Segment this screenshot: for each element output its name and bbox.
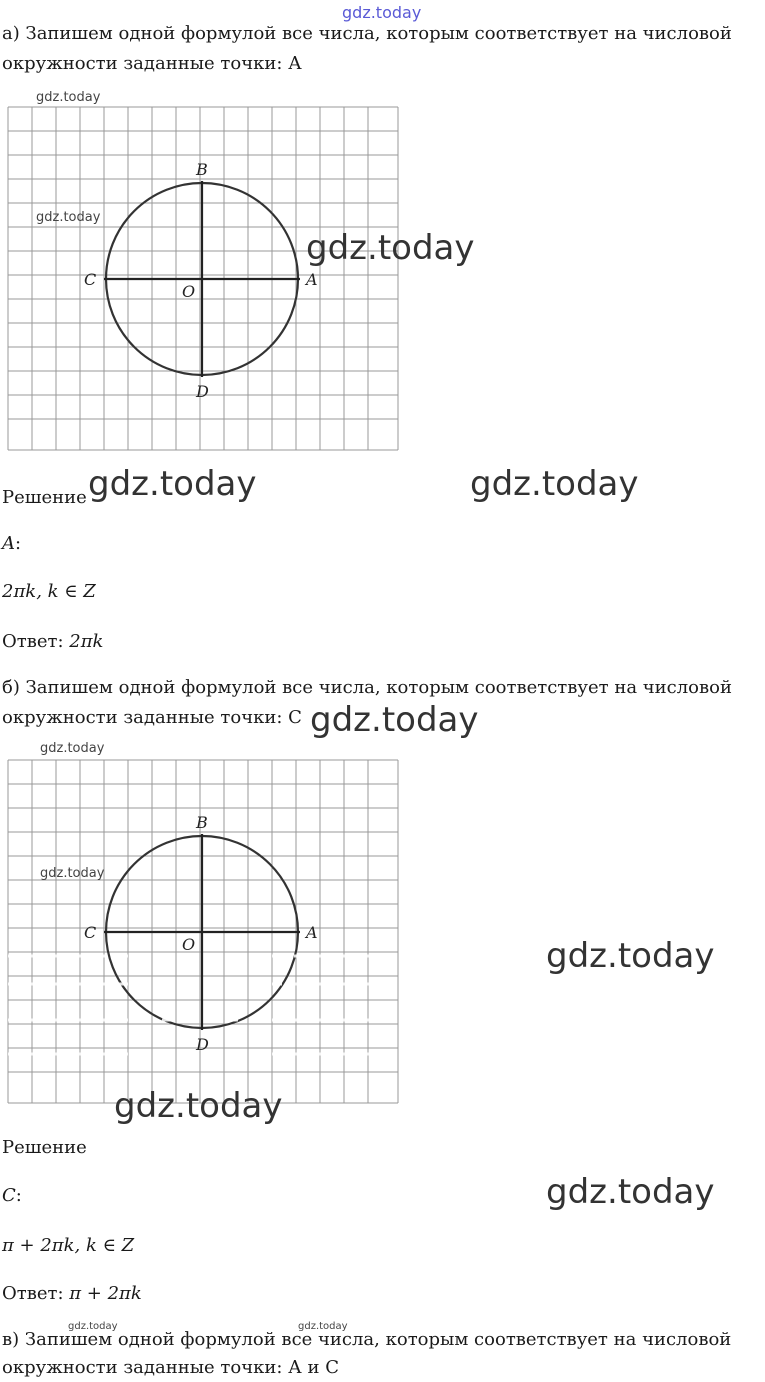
label-o: O (182, 935, 196, 954)
part-a-answer-value: 2πk (69, 631, 104, 652)
label-c: C (84, 923, 97, 942)
label-d: D (196, 1035, 209, 1054)
watermark-big: gdz.today (114, 1086, 283, 1126)
watermark-big: gdz.today (546, 936, 715, 976)
watermark-big: gdz.today (88, 464, 257, 504)
part-b-statement-line1: б) Запишем одной формулой все числа, которым соответствует на числовой (2, 677, 732, 698)
part-b-formula: π + 2πk, k ∈ Z (2, 1235, 135, 1256)
part-b-point-colon: : (15, 1185, 22, 1206)
watermark-small: gdz.today (40, 866, 105, 881)
watermark-big: gdz.today (470, 464, 639, 504)
part-a-statement-line1: а) Запишем одной формулой все числа, которым соответствует на числовой (2, 23, 732, 44)
part-a-statement-line2: окружности заданные точки: А (2, 53, 302, 74)
part-c-statement-line2: окружности заданные точки: А и С (2, 1357, 339, 1378)
unit-circle-figure-a (6, 105, 402, 453)
part-a-point (2, 530, 21, 558)
label-b: B (196, 160, 208, 179)
part-a-answer (2, 628, 103, 656)
label-o: O (182, 282, 196, 301)
part-b-answer (2, 1280, 142, 1308)
label-b: B (196, 813, 208, 832)
label-a: A (306, 270, 318, 289)
watermark-big: gdz.today (546, 1172, 715, 1212)
watermark-small: gdz.today (40, 741, 105, 756)
label-a: A (306, 923, 318, 942)
part-b-point (2, 1182, 22, 1210)
label-c: C (84, 270, 97, 289)
part-a-point-label: A (2, 533, 15, 554)
label-d: D (196, 382, 209, 401)
watermark-tiny: gdz.today (68, 1321, 118, 1332)
unit-circle-figure-b (6, 758, 402, 1106)
watermark-small: gdz.today (36, 90, 101, 105)
watermark-tiny: gdz.today (298, 1321, 348, 1332)
part-a-solution-label: Решение (2, 487, 87, 508)
watermark-big: gdz.today (310, 700, 479, 740)
part-b-answer-label: Ответ: (2, 1283, 70, 1304)
watermark-top: gdz.today (342, 3, 422, 22)
part-a-point-colon: : (15, 533, 22, 554)
watermark-big: gdz.today (306, 228, 475, 268)
part-c-statement-line1: в) Запишем одной формулой все числа, которым соответствует на числовой (2, 1329, 732, 1350)
part-a-answer-label: Ответ: (2, 631, 70, 652)
part-b-statement-line2: окружности заданные точки: С (2, 707, 302, 728)
part-b-answer-value: π + 2πk (69, 1283, 142, 1304)
part-b-solution-label: Решение (2, 1137, 87, 1158)
part-a-formula: 2πk, k ∈ Z (2, 581, 96, 602)
part-b-point-label: C (2, 1185, 16, 1206)
watermark-small: gdz.today (36, 210, 101, 225)
